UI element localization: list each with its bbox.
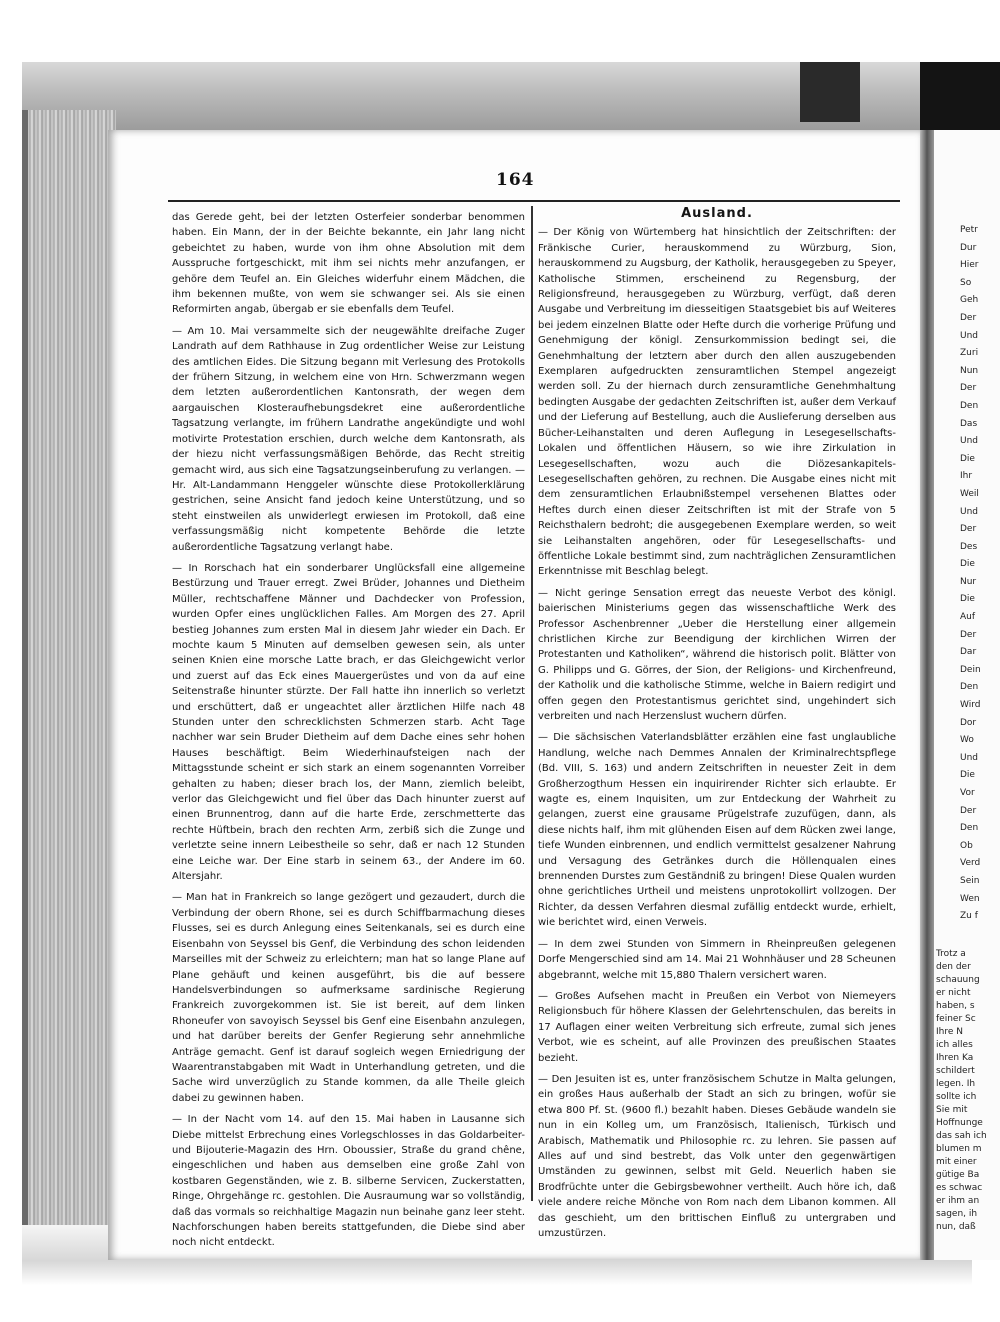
- next-page-fragment: Dein: [960, 664, 981, 675]
- next-page-fragment: ich alles: [936, 1039, 973, 1050]
- next-page-edge: [934, 130, 1000, 1260]
- next-page-fragment: haben, s: [936, 1000, 975, 1011]
- next-page-fragment: Hoffnunge: [936, 1117, 983, 1128]
- next-page-fragment: legen. Ih: [936, 1078, 976, 1089]
- next-page-fragment: mit einer: [936, 1156, 977, 1167]
- next-page-fragment: Zuri: [960, 348, 979, 359]
- next-page-fragment: Die: [960, 594, 975, 605]
- next-page-fragment: Nur: [960, 576, 977, 587]
- paragraph: — In der Nacht vom 14. auf den 15. Mai haben in Lausanne sich Diebe mittelst Erbrechung eines Vorlegschlosses in das Goldarbeiter- und Bijouterie-Magazin des Hrn. Oboussier, Straße du grand chêne, eingeschlichen und haben aus demselben eine große Zahl von kostbaren Gegenständen, wie z. B. silberne Servicen, Zuckerstatten, Ringe, Ohrgehänge rc. gestohlen. Die Ausraumung war so vollständig, daß das vormals so reichhaltige Magazin nun beinahe ganz leer steht. Nachforschungen haben bereits stattgefunden, die Diebe sind aber noch nicht entdeckt.: [172, 1114, 525, 1249]
- next-page-fragment: er nicht: [936, 987, 971, 998]
- next-page-fragment: Wird: [960, 700, 981, 711]
- next-page-fragment: Ob: [960, 840, 973, 851]
- header-rule: [168, 200, 900, 202]
- paragraph: — Nicht geringe Sensation erregt das neueste Verbot des königl. baierischen Ministeriums gegen das wissenschaftliche Werk des Professor Aschenbrenner „Ueber die Herstellung einer allgemein christlichen Kirche zur Beendigung der kirchlichen Wirren der Protestanten und Katholiken“, während die historisch polit. Blätter von G. Philipps und G. Görres, der Sion, der Religions- und Kirchenfreund, der Katholik und die katholische Stimme, welche in Baiern redigirt und offen gegen den Protestantismus gerichtet sind, ungehindert sich verbreiten und nach Herzenslust wuchern dürfen.: [538, 587, 896, 722]
- next-page-fragment: Sie mit: [936, 1104, 968, 1115]
- next-page-fragment: Die: [960, 559, 975, 570]
- paragraph: — Am 10. Mai versammelte sich der neugewählte dreifache Zuger Landrath auf dem Rathhause in Zug ordentlicher Weise zur Leistung des amtlichen Eides. Die Sitzung begann mit Verlesung des Protokolls der frühern Sitzung, in welchem eine von Hrn. Schwerzmann wegen dem letzten außerordentlichen Kantonsrath, der wegen dem aargauischen Klosteraufhebungsdekret eine außerordentliche Tagsatzung verlangte, im frühern Landrathe angekündigte und wohl motivirte Protestation erschien, durch welche dem Kantonsrath, als der hiezu nicht verfassungsmäßigen Behörde, das Recht streitig gemacht wird, aus sich eine Tagsatzungseinberufung zu verlangen. — Hr. Alt-Landammann Henggeler wünschte diese Protokollerklärung gestrichen, seine Ansicht fand jedoch keine Unterstützung, und so steht einstweilen als unwiderlegt erwiesen im Protokoll, daß eine verfassungsmäßig nicht kompetente Behörde die letzte außerordentliche Tagsatzung verlangt habe.: [172, 325, 525, 553]
- next-page-fragment: Dar: [960, 647, 977, 658]
- column-separator: [531, 206, 533, 1201]
- next-page-lower-fragments: [934, 926, 1000, 1234]
- next-page-fragment: Petr: [960, 225, 978, 235]
- scan-shadow: [800, 62, 860, 122]
- section-heading: Ausland.: [681, 206, 753, 221]
- next-page-fragment: Ihr: [960, 471, 973, 482]
- next-page-fragment: Der: [960, 383, 977, 394]
- next-page-fragment: Zu f: [960, 911, 978, 922]
- paragraph: — In dem zwei Stunden von Simmern in Rheinpreußen gelegenen Dorfe Mengerschied sind am 14. Mai 21 Wohnhäuser und 28 Scheunen abgebrannt, welche mit 15,880 Thalern versichert waren.: [538, 938, 896, 981]
- next-page-fragment: Und: [960, 506, 979, 517]
- next-page-fragment: Den: [960, 400, 979, 411]
- next-page-fragment: Und: [960, 436, 979, 447]
- next-page-fragments: [934, 130, 1000, 926]
- next-page-fragment: Verd: [960, 858, 981, 869]
- next-page-fragment: So: [960, 277, 972, 288]
- next-page-fragment: Der: [960, 629, 977, 640]
- next-page-fragment: es schwac: [936, 1182, 983, 1193]
- next-page-fragment: Dor: [960, 717, 977, 728]
- next-page-fragment: Und: [960, 752, 979, 763]
- next-page-fragment: gütige Ba: [936, 1169, 980, 1180]
- next-page-fragment: Den: [960, 682, 979, 693]
- next-page-fragment: feiner Sc: [936, 1013, 976, 1024]
- next-page-fragment: Hier: [960, 260, 979, 271]
- next-page-fragment: den der: [936, 961, 971, 972]
- next-page-fragment: Und: [960, 330, 979, 341]
- next-page-fragment: Wo: [960, 735, 974, 746]
- next-page-fragment: Nun: [960, 365, 979, 376]
- next-page-fragment: Ihre N: [936, 1026, 963, 1037]
- next-page-fragment: Vor: [960, 788, 975, 798]
- next-page-fragment: nun, daß: [936, 1221, 976, 1232]
- next-page-fragment: das sah ich: [936, 1130, 987, 1141]
- next-page-fragment: Die: [960, 453, 975, 464]
- next-page-fragment: Des: [960, 541, 978, 552]
- book-gutter: [920, 130, 934, 1260]
- next-page-fragment: Auf: [960, 612, 976, 623]
- paragraph: das Gerede geht, bei der letzten Osterfeier sonderbar benommen haben. Ein Mann, der in der Beichte bekannte, ein Jahr lang nicht gebeichtet zu haben, wurde von ihm ohne Absolution mit dem Ausspruche fortgeschickt, mit ihm sei nichts mehr anzufangen, er gehöre dem Teufel an. Ein Gleiches widerfuhr einem Mädchen, die ihm bekennen mußte, von wem sie schwanger sei. Als sie einen Reformirten angab, übergab er sie ebenfalls dem Teufel.: [172, 212, 525, 316]
- next-page-fragment: Dur: [960, 242, 977, 253]
- next-page-fragment: Geh: [960, 295, 979, 306]
- next-page-fragment: Der: [960, 312, 977, 323]
- next-page-fragment: sagen, ih: [936, 1208, 978, 1219]
- paragraph: — Der König von Würtemberg hat hinsichtlich der Zeitschriften: der Fränkische Curier, herauskommend zu Würzburg, Sion, herauskommend zu Augsburg, der Katholik, herausgegeben zu Speyer, Katholische Stimmen, erscheinend zu Regensburg, der Religionsfreund, herausgegeben zu Würzburg, verfügt, daß deren Ausgabe und Verbreitung im diesseitigen Staatsgebiet bis auf Weiteres bei jedem einzelnen Blatte oder Hefte durch die vorherige Prüfung und Genehmigung der königl. Zensurkommission bedingt sei, die Genehmhaltung der letztern aber durch den allen auszugebenden Exemplaren aufgedruckten zensuramtlichen Stempel angezeigt werden soll. Zu der hiernach durch zensuramtliche Genehmhaltung bedingten Ausgabe der gedachten Zeitschriften ist, außer dem Verkauf und der Lieferung auf Bestellung, auch die Auslieferung derselben aus Bücher-Leihanstalten und deren Auflegung in Lesegesellschafts-Lokalen und öffentlichen Häusern, so wie ihre Zirkulation in Lesegesellschaften, wozu auch die Diözesankapitels-Lesegesellschaften gehören, zu rechnen. Die Ausgabe eines nicht mit dem zensuramtlichen Erlaubnißstempel versehenen Blattes oder Heftes durch einen dieser Zeitschriften ist mit der Strafe von 5 Reichsthalern bedroht; die ausgegebenen Exemplare werden, so weit sie Leihanstalten angehören, oder für Lesegesellschafts- und öffentliche Lokale bestimmt sind, zum nachträglichen Zensuramtlichen Erkenntnisse mit Beschlag belegt.: [538, 227, 896, 578]
- next-page-fragment: schildert: [936, 1065, 975, 1076]
- paragraph: — Man hat in Frankreich so lange gezögert und gezaudert, durch die Verbindung der obern Rhone, sei es durch Schiffbarmachung dieses Flusses, sei es durch Anlegung eines Seitenkanals, sei es durch eine Eisenbahn von Seyssel bis Genf, die Verbindung des schon leidenden Marseilles mit der Schweiz zu erleichtern; man hat so lange Plane auf Plane gehäuft und keinen ausgeführt, bis die auf bessere Handelsverbindungen so aufmerksame sardinische Regierung Frankreich zuvorgekommen ist. Sie ist bereit, auf dem linken Rhoneufer von savoyisch Seyssel bis Genf eine Eisenbahn anzulegen, und hat darüber bereits der Genfer Regierung sehr annehmliche Anträge gemacht. Genf ist darauf sogleich wegen Erniedrigung der Waarentranstabgaben mit Wadt in Unterhandlung getreten, und die Sache wird unverzüglich zu Stande kommen, da alle Theile gleich dabei zu gewinnen haben.: [172, 892, 525, 1104]
- next-page-fragment: Trotz a: [936, 948, 966, 959]
- page-number: 164: [496, 170, 535, 190]
- paragraph: — In Rorschach hat ein sonderbarer Unglücksfall eine allgemeine Bestürzung und Trauer erregt. Zwei Brüder, Johannes und Dietheim Müller, rechtschaffene Männer und Dachdecker von Profession, wurden Opfer eines unglücklichen Falles. Am Morgen des 27. April bestieg Johannes zum ersten Mal in diesem Jahr wieder ein Dach. Er mochte kaum 5 Minuten auf demselben gewesen sein, als unter seinen Knien eine morsche Latte brach, er das Gleichgewicht verlor und zuerst auf das Eck eines Mauergerüstes und von da auf eine Seitenstraße hinunter stürzte. Der Fall hatte ihn innerlich so verletzt und erschüttert, daß er ungeachtet aller ärztlichen Hilfe nach 48 Stunden unter den schrecklichsten Schmerzen starb. Acht Tage nachher war sein Bruder Dietheim auf dem Dache eines sehr hohen Hauses beschäftigt. Beim Wiederhinaufsteigen nach der Mittagsstunde scheint er sich stark an einem sogenannten Vorreiber gehalten zu haben; dieser brach los, der Mann, ziemlich beleibt, verlor das Gleichgewicht und fiel über das Dach hinunter zuerst auf einen Brunnentrog, dann auf die harte Erde, zerschmetterte das rechte Hüftbein, brach den rechten Arm, zerbiß sich die Zunge und verletzte seine innern Leibestheile so sehr, daß er nach 12 Stunden eine Leiche war. Der Eine starb in seinem 63., der Andere im 60. Altersjahr.: [172, 562, 525, 883]
- next-page-fragment: Weil: [960, 488, 979, 499]
- left-column: [172, 210, 525, 1257]
- paragraph: — Großes Aufsehen macht in Preußen ein Verbot von Niemeyers Religionsbuch für höhere Klassen der Gelehrtenschulen, das bereits in 17 Auflagen einer weiten Verbreitung sich erfreute, zumal sich jenes Verbot, wie es scheint, auf alle Provinzen des preußischen Staates bezieht.: [538, 990, 896, 1064]
- paragraph: — Die sächsischen Vaterlandsblätter erzählen eine fast unglaubliche Handlung, welche nach Demmes Annalen der Kriminalrechtspflege (Bd. VIII, S. 163) und andern Zeitschriften in neuester Zeit in dem Großherzogthum Hessen ein inquirirender Richter sich erlaubte. Er wagte es, einem Inquisiten, um zur Entdeckung der Wahrheit zu gelangen, zuerst eine grausame Prügelstrafe zuzufügen, dann, als diese nichts half, ihm mit glühenden Eisen auf dem Rücken zwei lange, tiefe Wunden einbrennen, und endlich vermittelst gesalzener Nahrung und Versagung des Getränkes durch die Höllenqualen eines brennenden Durstes zum Geständniß zu bringen! Diese Qualen wurden ohne gerichtliches Urtheil und meistens unprotokollirt vollzogen. Der Richter, da dessen Verfahren diesmal zufällig entdeckt wurde, erhielt, wie berichtet wird, einen Verweis.: [538, 732, 896, 929]
- next-page-fragment: blumen m: [936, 1143, 982, 1154]
- top-margin: [0, 0, 1000, 62]
- next-page-fragment: Sein: [960, 875, 980, 886]
- next-page-fragment: Der: [960, 524, 977, 535]
- book-page-edges: [22, 110, 116, 1230]
- next-page-fragment: Das: [960, 418, 978, 429]
- next-page-fragment: Den: [960, 823, 979, 834]
- scan-shadow-right: [920, 62, 1000, 132]
- next-page-fragment: Der: [960, 805, 977, 816]
- next-page-fragment: Die: [960, 770, 975, 781]
- next-page-fragment: er ihm an: [936, 1195, 980, 1206]
- next-page-fragment: Ihren Ka: [936, 1052, 974, 1063]
- right-column: [538, 206, 896, 1247]
- next-page-fragment: sollte ich: [936, 1091, 977, 1102]
- next-page-fragment: Wen: [960, 893, 980, 904]
- next-page-fragment: schauung: [936, 974, 980, 985]
- paragraph: — Den Jesuiten ist es, unter französischem Schutze in Malta gelungen, ein großes Haus außerhalb der Stadt an sich zu bringen, wofür sie etwa 800 Pf. St. (9600 fl.) bezahlt haben. Dieses Gebäude wandeln sie nun in ein Kolleg um, um Französisch, Italienisch, Türkisch und Arabisch, Mathematik und Philosophie rc. zu lehren. Sie passen auf Alles auf und sind bestrebt, das Volk unter den gegenwärtigen Umständen zu gewinnen, selbst mit Geld. Neuerlich haben sie Brodfrüchte unter die Gebirgsbewohner vertheilt. Auch höre ich, daß viele andere reiche Mönche von Rom nach dem Libanon kommen. All das geschieht, um den brittischen Einfluß zu untergraben und umzustürzen.: [538, 1073, 896, 1239]
